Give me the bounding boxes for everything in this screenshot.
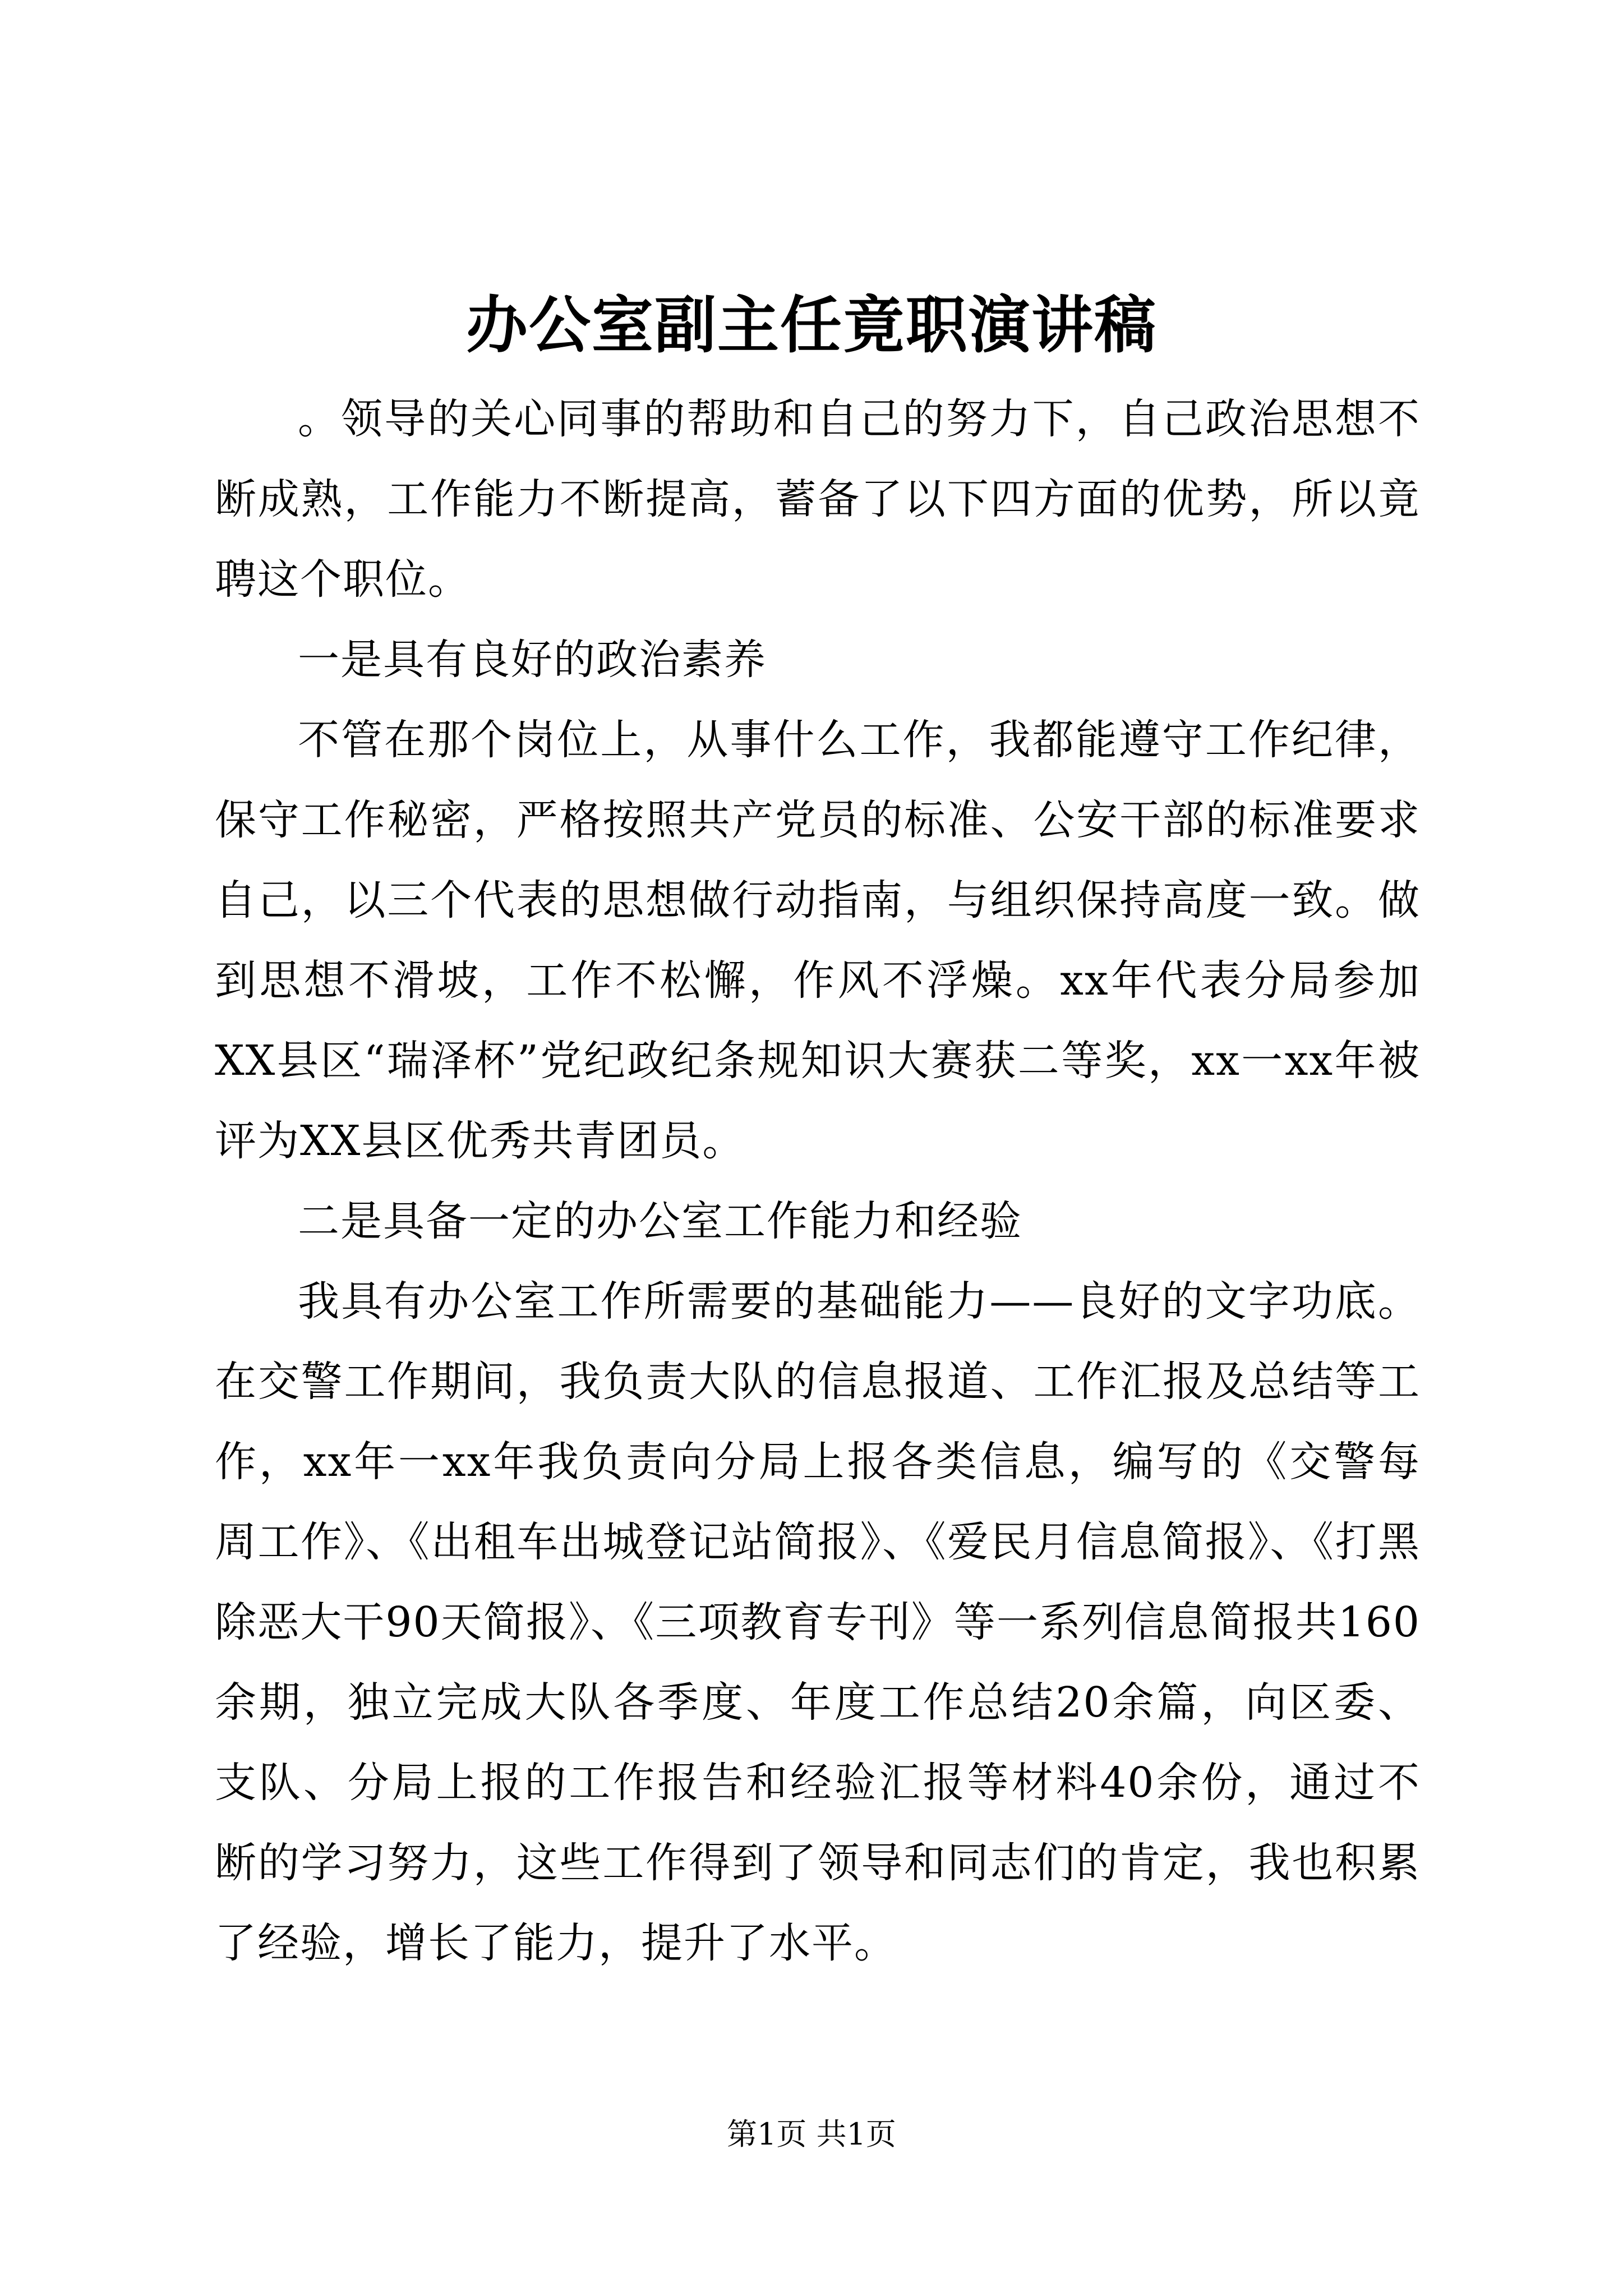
heading-political-quality: 一是具有良好的政治素养 xyxy=(298,636,767,684)
document-title: 办公室副主任竟职演讲稿 xyxy=(466,289,1157,361)
heading-office-ability: 二是具备一定的办公室工作能力和经验 xyxy=(298,1197,1022,1245)
paragraph-office-ability: 我具有办公室工作所需要的基础能力——良好的文字功底。在交警工作期间，我负责大队的信息报道、工作汇报及总结等工作，xx年一xx年我负责向分局上报各类信息，编写的《交警每周工作》、《出租车出城登记站简报》、《爱民月信息简报》、《打黑除恶大干90天简报》、《三项教育专刊》等一系列信息简报共160余期，独立完成大队各季度、年度工作总结20余篇，向区委、支队、分局上报的工作报告和经验汇报等材料40余份，通过不断的学习努力，这些工作得到了领导和同志们的肯定，我也积累了经验，增长了能力，提升了水平。 xyxy=(215,1277,1421,1967)
page-footer: 第1页 共1页 xyxy=(727,2116,896,2152)
document-body xyxy=(215,379,1421,1984)
paragraph-political-quality: 不管在那个岗位上，从事什么工作，我都能遵守工作纪律，保守工作秘密，严格按照共产党员的标准、公安干部的标准要求自己，以三个代表的思想做行动指南，与组织保持高度一致。做到思想不滑坡，工作不松懈，作风不浮燥。xx年代表分局参加XX县区“瑞泽杯”党纪政纪条规知识大赛获二等奖，xx一xx年被评为XX县区优秀共青团员。 xyxy=(215,716,1421,1165)
paragraph-intro: 。领导的关心同事的帮助和自己的努力下，自己政治思想不断成熟，工作能力不断提高，蓄备了以下四方面的优势，所以竟聘这个职位。 xyxy=(215,395,1421,604)
